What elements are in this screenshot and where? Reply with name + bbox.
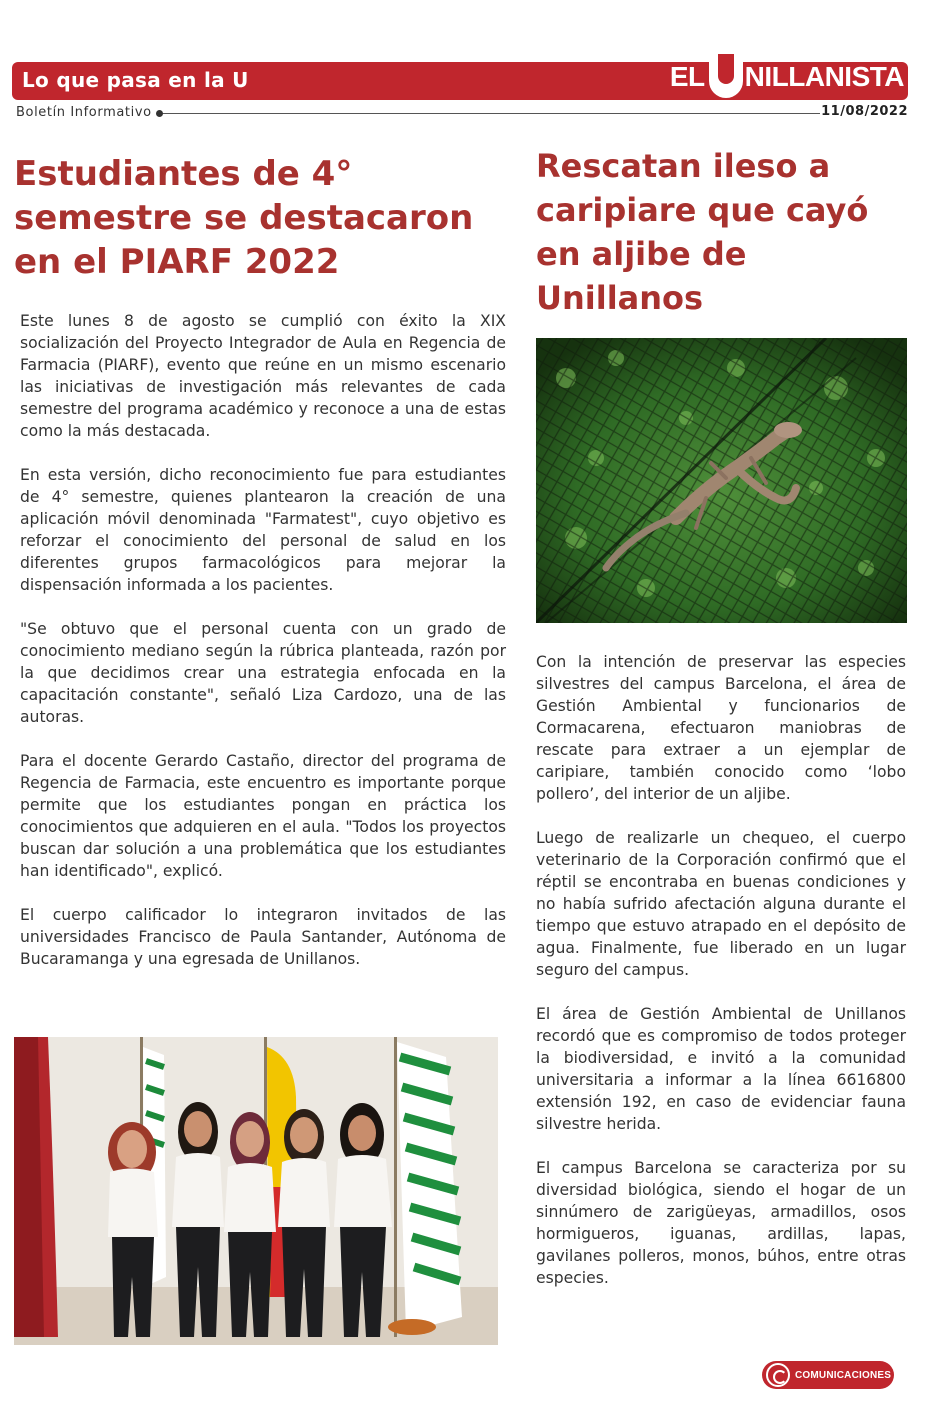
brand-logo [670, 54, 904, 98]
brand-prefix: EL [669, 61, 705, 92]
header-rule-dot [156, 110, 163, 117]
paragraph: El cuerpo calificador lo integraron invitados de las universidades Francisco de Paula Santander, Autónoma de Bucaramanga y una egresada de Unillanos. [20, 906, 506, 968]
bulletin-label: Boletín Informativo [16, 105, 152, 120]
article-caripiare-body [536, 651, 906, 1311]
article-piarf-body [20, 310, 506, 992]
paragraph: Con la intención de preservar las especies silvestres del campus Barcelona, el área de Gestión Ambiental y funcionarios de Cormacarena, efectuaron maniobras de rescate para extraer a un ejemplar de caripiare, también conocido como ‘lobo pollero’, del interior de un aljibe. [536, 653, 906, 803]
reptile-rescue-photo [536, 338, 907, 623]
students-photo [14, 1037, 498, 1345]
section-title: Lo que pasa en la U [22, 68, 249, 92]
comunicaciones-badge [762, 1361, 894, 1389]
paragraph: Luego de realizarle un chequeo, el cuerpo veterinario de la Corporación confirmó que el réptil se encontraba en buenas condiciones y no había sufrido afectación alguna durante el tiempo que estuvo atrapado en el depósito de agua. Finalmente, fue liberado en un lugar seguro del campus. [536, 829, 906, 979]
students-photo-illustration [14, 1037, 498, 1345]
paragraph: Para el docente Gerardo Castaño, director del programa de Regencia de Farmacia, este encuentro es importante porque permite que los estudiantes pongan en práctica los conocimientos que adquieren en el aula. "Todos los proyectos buscan dar solución a una problemática que los estudiantes han identificado", explicó. [20, 752, 506, 880]
paragraph: "Se obtuvo que el personal cuenta con un grado de conocimiento mediano según la rúbrica planteada, razón por la que decidimos crear una estrategia enfocada en la capacitación constante", señaló Liza Cardozo, una de las autoras. [20, 620, 506, 726]
paragraph: El campus Barcelona se caracteriza por su diversidad biológica, siendo el hogar de un sinnúmero de zarigüeyas, armadillos, osos hormigueros, iguanas, ardillas, lapas, gavilanes polleros, monos, búhos, entre otras especies. [536, 1159, 906, 1287]
reptile-rescue-illustration [536, 338, 907, 623]
paragraph: En esta versión, dicho reconocimiento fue para estudiantes de 4° semestre, quienes plantearon la creación de una aplicación móvil denominada "Farmatest", cuyo objetivo es reforzar el conocimiento del personal de salud en los diferentes grupos farmacológicos para mejorar la dispensación informada a los pacientes. [20, 466, 506, 594]
comunicaciones-logo-icon [766, 1363, 790, 1387]
paragraph: Este lunes 8 de agosto se cumplió con éxito la XIX socialización del Proyecto Integrador de Aula en Regencia de Farmacia (PIARF), evento que reúne en un mismo escenario las iniciativas de investigación más relevantes de cada semestre del programa académico y reconoce a una de estas como la más destacada. [20, 312, 506, 440]
brand-letter [709, 54, 743, 98]
header-rule [160, 113, 820, 114]
brand-suffix: NILLANISTA [744, 61, 904, 92]
issue-date: 11/08/2022 [821, 104, 908, 119]
headline-caripiare: Rescatan ileso a caripiare que cayó en aljibe de Unillanos [536, 147, 869, 317]
headline-piarf: Estudiantes de 4° semestre se destacaron en el PIARF 2022 [14, 154, 474, 282]
paragraph: El área de Gestión Ambiental de Unillanos recordó que es compromiso de todos proteger la biodiversidad, e invitó a la comunidad universitaria a informar a la línea 6616800 extensión 192, en caso de evidenciar fauna silvestre herida. [536, 1005, 906, 1133]
comunicaciones-label: COMUNICACIONES [795, 1369, 892, 1381]
